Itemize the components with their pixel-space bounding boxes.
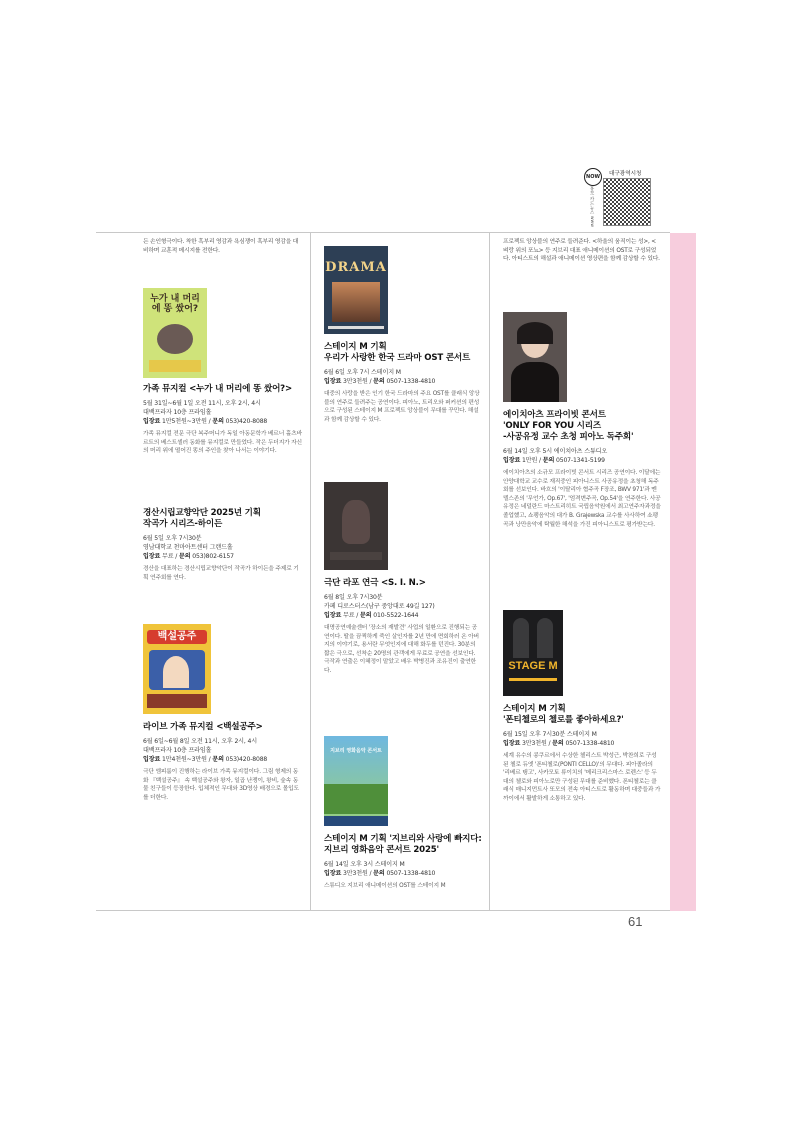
qr-vertical-text: 홍보 카드뉴스 www xyxy=(589,186,594,227)
col2-item2-desc: 대명공연예술센터 '장소의 재발견' 사업의 일환으로 진행되는 공연이다. 딸을 끔찍하게 죽인 살인자를 2년 만에 면회하러 온 아버지의 이야기로, 용서란 무엇인지에 대해 화두를 던진다. 30분의 짧은 극으로, 선착순 20명의 관객에게 무료로 공연을 선보인다. 극작과 연출은 이혜정이 맡았고 배우 박병진과 조유진이 출연한다. xyxy=(324,625,479,674)
col1-intro: 든 손인형극이다. 착한 흑부리 영감과 욕심쟁이 혹부리 영감을 대비하며 교훈적 메시지를 전한다. xyxy=(143,239,299,254)
column-3 xyxy=(503,238,661,802)
col3-item1-title-1: 에이치아츠 프라이빗 콘서트 xyxy=(503,410,606,420)
top-rule xyxy=(96,232,670,233)
col2-item1-title-1: 스테이지 M 기획 xyxy=(324,342,387,352)
col1-item3-fee: 입장료 1만4천원~3만원 / 문의 053)420-8088 xyxy=(143,756,268,763)
col1-item3-title: 라이브 가족 뮤지컬 <백설공주> xyxy=(143,722,263,732)
col2-item3-title-1: 스테이지 M 기획 '지브리와 사랑에 빠지다: xyxy=(324,834,482,844)
col1-item2-title-2: 작곡가 시리즈-하이든 xyxy=(143,519,223,529)
col2-item3-fee: 입장료 3만3천원 / 문의 0507-1338-4810 xyxy=(324,870,436,877)
col1-item1-venue: 대백프라자 10층 프라임홀 xyxy=(143,409,212,416)
col1-item2-desc: 경산을 대표하는 경산시립교향악단이 작곡가 하이든을 주제로 기획 연주회를 연다. xyxy=(143,566,299,581)
col2-item2-fee: 입장료 무료 / 문의 010-5522-1644 xyxy=(324,612,419,619)
col2-item2-date: 6월 8일 오후 7시30분 xyxy=(324,594,383,601)
col2-item3-title-2: 지브리 영화음악 콘서트 2025' xyxy=(324,845,439,855)
poster-sin-play[interactable] xyxy=(324,482,388,570)
col1-item3-date: 6월 6일~6월 8일 오전 11시, 오후 2시, 4시 xyxy=(143,738,257,745)
poster-dung-musical[interactable] xyxy=(143,288,207,378)
col3-item2-desc: 세계 유수의 콩쿠르에서 수상한 첼리스트 박성근, 박찬희로 구성된 첼로 듀엣 '폰티첼로(PONTI CELLO)'의 무대다. 피아졸라의 '리베르 탱고', 사카모토 류이치의 '메리크리스마스 로렌스' 등 두 대의 첼로와 피아노로만 구성된 무대를 준비했다. 폰티첼로는 클래식 매니지먼트사 또모의 전속 아티스트로 활동하며 대중들과 가까이에서 활발하게 소통하고 있다. xyxy=(503,753,661,802)
poster2-title: 백설공주 xyxy=(147,630,207,644)
poster-drama-ost[interactable] xyxy=(324,246,388,334)
col1-item2-date: 6월 5일 오후 7시30분 xyxy=(143,535,202,542)
col2-item2-title: 극단 라포 연극 <S. I. N.> xyxy=(324,578,426,588)
qr-label: 대구광역시청 xyxy=(609,171,642,177)
col3-item1-title-3: -사공유정 교수 초청 피아노 독주회' xyxy=(503,432,634,442)
col2-item1-fee: 입장료 3만3천원 / 문의 0507-1338-4810 xyxy=(324,378,436,385)
column-divider-1 xyxy=(310,232,311,910)
bottom-rule xyxy=(96,910,670,911)
col3-item2-title-1: 스테이지 M 기획 xyxy=(503,704,566,714)
col1-item1-date: 5월 31일~6월 1일 오전 11시, 오후 2시, 4시 xyxy=(143,400,261,407)
col3-item1-fee: 입장료 1만원 / 문의 0507-1341-5199 xyxy=(503,457,605,464)
poster-stagem-title: STAGE M xyxy=(508,660,558,672)
poster-drama-title: DRAMA xyxy=(325,260,387,275)
col1-item2-venue: 영남대학교 천마아트센터 그랜드홀 xyxy=(143,544,233,551)
column-divider-2 xyxy=(489,232,490,910)
col2-item3-desc: 스튜디오 지브리 애니메이션의 OST를 스테이지 M xyxy=(324,883,446,889)
poster1-title: 누가 내 머리에 똥 쌌어? xyxy=(150,294,200,314)
col3-item2-date: 6월 15일 오후 7시30분 스테이지 M xyxy=(503,731,597,738)
side-tab xyxy=(670,233,696,911)
col2-item3-date: 6월 14일 오후 3시 스테이지 M xyxy=(324,861,405,868)
poster-snow-white[interactable] xyxy=(143,624,211,714)
col3-item1-date: 6월 14일 오후 5시 에이치아츠 스튜디오 xyxy=(503,448,608,455)
col1-item3-venue: 대백프라자 10층 프라임홀 xyxy=(143,747,212,754)
col3-item1-title-2: 'ONLY FOR YOU 시리즈 xyxy=(503,421,601,431)
col1-item2-title-1: 경산시립교향악단 2025년 기획 xyxy=(143,508,261,518)
col3-item2-title-2: '폰티첼로의 첼로를 좋아하세요?' xyxy=(503,715,624,725)
now-badge-icon: NOW xyxy=(584,168,602,186)
page-number: 61 xyxy=(628,914,643,929)
col1-item3-desc: 극단 엠피룸이 진행하는 라이브 가족 뮤지컬이다. 그림 형제의 동화 『백설공주』 속 백설공주와 왕자, 일곱 난쟁이, 왕비, 숲속 동물 친구들이 등장한다. 입체적인 무대와 3D영상 배경으로 몰입도를 더한다. xyxy=(143,769,299,801)
col2-item1-desc: 대중의 사랑을 받은 인기 한국 드라마의 주요 OST를 클래식 앙상블의 연주로 들려주는 공연이다. 피아노, 트리오와 퍼커션의 편성으로 구성된 스테이지 M 프로젝트 앙상블이 무대를 꾸민다. 해설과 함께 감상할 수 있다. xyxy=(324,391,480,423)
column-1 xyxy=(143,238,303,801)
poster-ghibli-title: 지브리 영화음악 콘서트 xyxy=(330,748,382,754)
col1-item1-desc: 가족 뮤지컬 전문 극단 복주머니가 독일 아동문학가 베르너 홀츠바르트의 베스트셀러 동화를 뮤지컬로 만들었다. 작은 두더지가 자신의 머리 위에 떨어진 똥의 주인을 찾아 나서는 이야기다. xyxy=(143,431,302,455)
col3-item2-fee: 입장료 3만3천원 / 문의 0507-1338-4810 xyxy=(503,740,615,747)
col1-item2-fee: 입장료 무료 / 문의 053)802-6157 xyxy=(143,553,234,560)
col3-item1-desc: 에이치아츠의 소규모 프라이빗 콘서트 시리즈 공연이다. 이달에는 안양대학교 교수로 재직중인 피아니스트 사공유정을 초청해 독주회를 선보인다. 바흐의 '이탈리아 협주곡 F장조, BWV 971'과 멘델스존의 '무언가, Op.67', '엄격변주곡, Op.54'을 연주한다. 사공유정은 네덜란드 마스트리히트 국립음악원에서 최고연주자과정을 졸업했고, 쇼팽음악의 대가 B. Grajewska 교수를 사사하여 쇼팽곡과 낭만음악에 탁월한 해석을 가진 피아니스트로 평가받는다. xyxy=(503,470,661,528)
col1-item1-fee: 입장료 1만5천원~3만원 / 문의 053)420-8088 xyxy=(143,418,268,425)
col1-item1-title: 가족 뮤지컬 <누가 내 머리에 똥 쌌어?> xyxy=(143,384,292,394)
poster-ghibli-concert[interactable] xyxy=(324,736,388,826)
poster-cello-duo[interactable] xyxy=(503,610,563,696)
col2-item1-date: 6월 6일 오후 7시 스테이지 M xyxy=(324,369,401,376)
col2-item1-title-2: 우리가 사랑한 한국 드라마 OST 콘서트 xyxy=(324,353,471,363)
qr-code-icon[interactable] xyxy=(603,178,651,226)
col2-item2-venue: 카페 디로스터스(남구 중앙대로 49길 127) xyxy=(324,603,435,610)
photo-pianist[interactable] xyxy=(503,312,567,402)
col3-intro: 프로젝트 앙상블의 연주로 들려준다. <하울의 움직이는 성>, <벼랑 위의 포뇨> 등 지브리 대표 애니메이션의 OST로 구성되었다. 아티스트의 해설과 애니메이션 영상편을 함께 감상할 수 있다. xyxy=(503,239,660,263)
